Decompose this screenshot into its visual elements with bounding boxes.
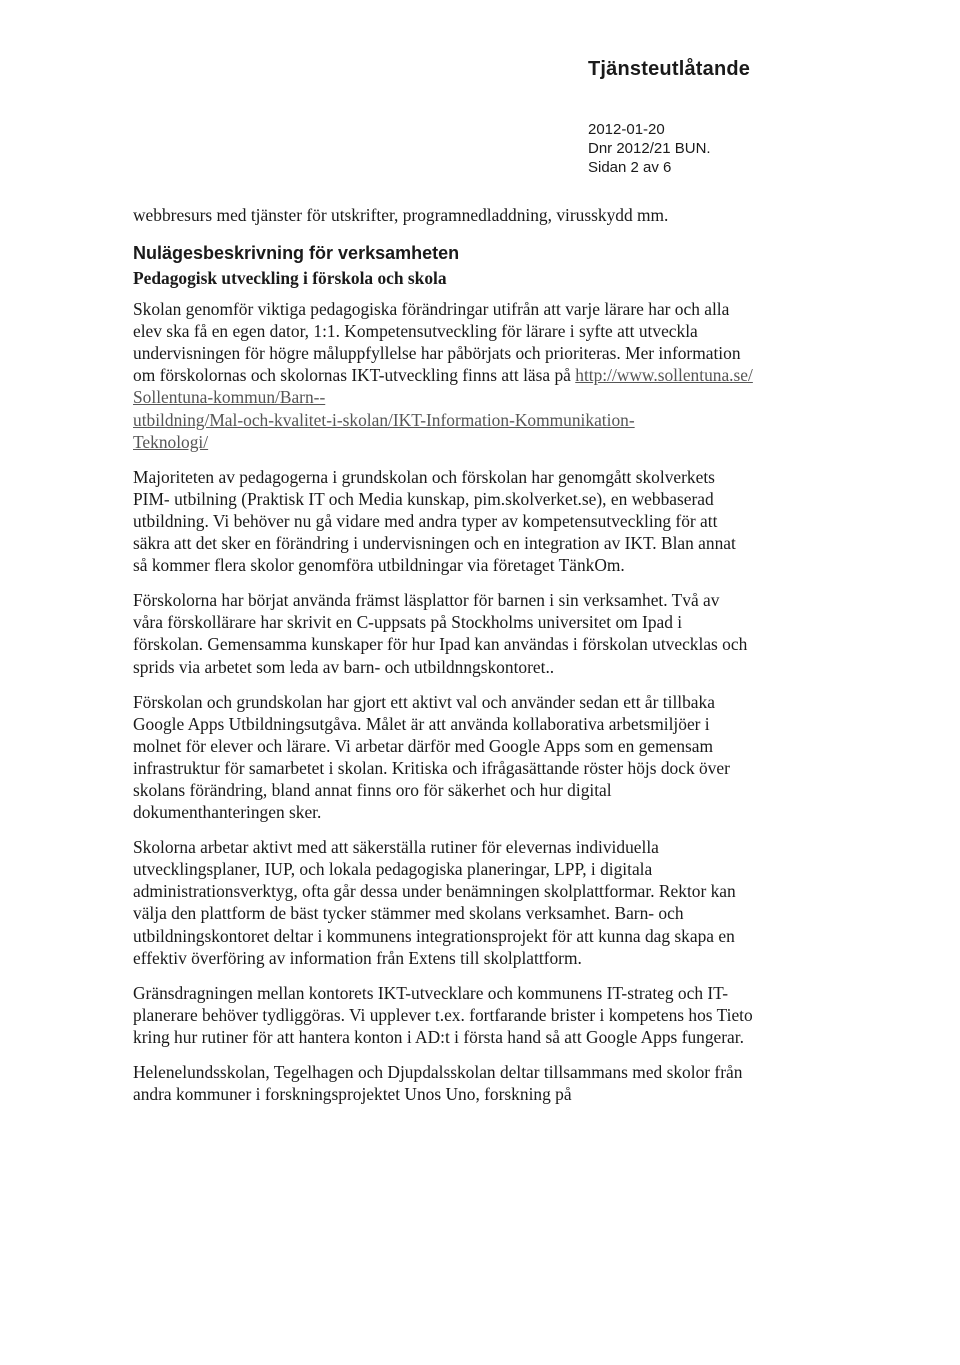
paragraph-gransdragning: Gränsdragningen mellan kontorets IKT-utvecklare och kommunens IT-strateg och IT-planerare behöver tydliggöras. Vi upplever t.ex. fortfarande brister i kompetens hos Tieto kring hur rutiner för att hantera konton i AD:t i första hand så att Google Apps fungerar. <box>133 982 753 1047</box>
paragraph-pim: Majoriteten av pedagogerna i grundskolan och förskolan har genomgått skolverkets PIM- utbilning (Praktisk IT och Media kunskap, pim.skolverket.se), en webbaserad utbildning. Vi behöver nu gå vidare med andra typer av kompetensutveckling för att säkra att det sker en förändring i undervisningen och en integration av IKT. Blan annat så kommer flera skolor genomföra utbildningar via företaget TänkOm. <box>133 466 736 576</box>
ikt-info-link-part3[interactable]: Teknologi/ <box>133 431 209 452</box>
document-meta <box>588 120 711 177</box>
document-reference: Dnr 2012/21 BUN. <box>588 140 711 157</box>
paragraph-ikt <box>133 298 753 453</box>
section-heading: Nulägesbeskrivning för verksamheten <box>133 243 460 264</box>
paragraph-skolplattform: Skolorna arbetar aktivt med att säkerställa rutiner för elevernas individuella utvecklingsplaner, IUP, och lokala pedagogiska planeringar, LPP, i digitala administrationsverktyg, ofta går dessa under benämningen skolplattformar. Rektor kan välja den plattform de bäst tycker stämmer med skolans verksamhet. Barn- och utbildningskontoret deltar i kommunens integrationsprojekt för att kunna dag skapa en effektiv överföring av information från Extens till skolplattform. <box>133 837 736 968</box>
page-number: Sidan 2 av 6 <box>588 159 672 176</box>
continuation-paragraph: webbresurs med tjänster för utskrifter, programnedladdning, virusskydd mm. <box>133 205 669 225</box>
ikt-info-link-part2[interactable]: utbildning/Mal-och-kvalitet-i-skolan/IKT-Information-Kommunikation- <box>133 409 635 430</box>
ikt-info-link-part1[interactable]: http://www.sollentuna.se/Sollentuna-kommun/Barn-- <box>133 365 753 408</box>
document-body <box>133 204 753 1118</box>
paragraph-google-apps: Förskolan och grundskolan har gjort ett aktivt val och använder sedan ett år tillbaka Google Apps Utbildningsutgåva. Målet är att använda kollaborativa arbetsmiljöer i molnet för elever och lärare. Vi arbetar därför med Google Apps som en gemensam infrastruktur för samarbetet i skolan. Kritiska och ifrågasättande röster höjs dock över skolans förändring, bland annat finns oro för säkerhet och hur digital dokumenthanteringen sker. <box>133 691 730 823</box>
document-type-title: Tjänsteutlåtande <box>588 58 751 80</box>
section-subheading: Pedagogisk utveckling i förskola och skola <box>133 268 447 289</box>
paragraph-ikt-text: Skolan genomför viktiga pedagogiska förändringar utifrån att varje lärare har och alla elev ska få en egen dator, 1:1. Kompetensutveckling för lärare i syfte att utveckla undervisningen för högre måluppfyllelse har påbörjats och prioriteras. Mer information om förskolornas och skolornas IKT-utveckling finns att läsa på <box>133 299 741 386</box>
paragraph-forskningsprojekt: Helenelundsskolan, Tegelhagen och Djupdalsskolan deltar tillsammans med skolor från andra kommuner i forskningsprojektet Unos Uno, forskning på <box>133 1062 743 1105</box>
paragraph-forskolor: Förskolorna har börjat använda främst läsplattor för barnen i sin verksamhet. Två av våra förskollärare har skrivit en C-uppsats på Stockholms universitet om Ipad i förskolan. Gemensamma kunskaper för hur Ipad kan användas i förskolan utvecklas och sprids via arbetet som leda av barn- och utbildnngskontoret.. <box>133 590 748 677</box>
document-date: 2012-01-20 <box>588 121 665 138</box>
